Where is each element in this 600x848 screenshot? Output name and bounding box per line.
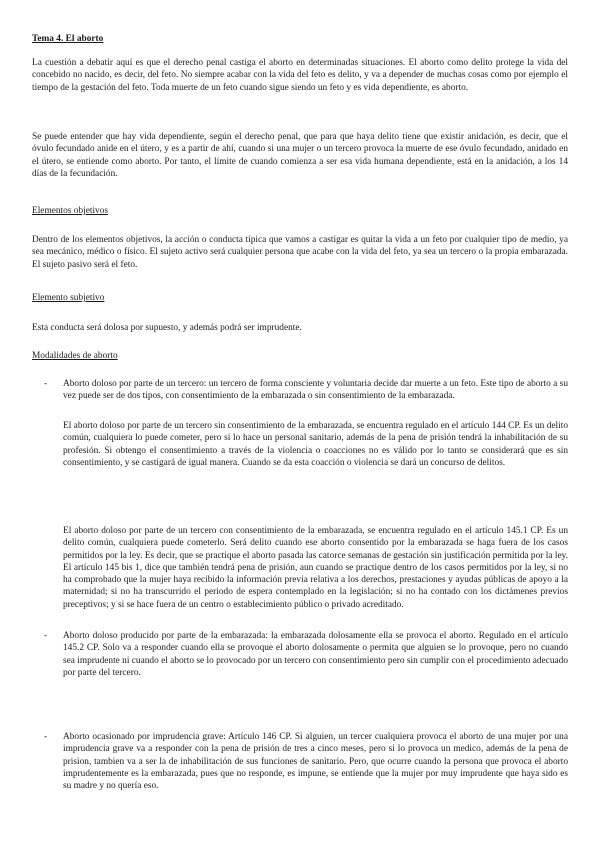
subjetivo-paragraph: Esta conducta será dolosa por supuesto, y además podrá ser imprudente. xyxy=(32,323,302,333)
modalidad-1-sin-consentimiento: El aborto doloso por parte de un tercero sin consentimiento de la embarazada, se encuentra regulado en el artículo 144 CP. Es un delito común, cualquiera lo puede cometer, pero si lo hace un personal sanitario, además de la pena de prisión tendrá la inhabilitación de su profesión. Si obtengo el consentimiento a través de la violencia o coacciones no es válido por lo tanto se considerará que es sin consentimiento, y se castigará de igual manera. Cuando se da esta coacción o violencia se dará un concurso de delitos. xyxy=(63,421,568,468)
intro-paragraph-2: Se puede entender que hay vida dependiente, según el derecho penal, que para que haya delito tiene que existir anidación, es decir, que el óvulo fecundado anide en el útero, y es a partir de ahí, cuando si una mujer o un tercero provoca la muerte de ese óvulo fecundado, anidado en el útero, se entiende como aborto. Por tanto, el límite de cuando comienza a ser esa vida humana dependiente, está en la anidación, a los 14 días de la fecundación. xyxy=(32,132,568,179)
modalidad-3-paragraph: Aborto ocasionado por imprudencia grave: Artículo 146 CP. Si alguien, un tercer cualquiera provoca el aborto de una mujer por una imprudencia grave va a responder con la pena de prisión de tres a cinco meses, pero si lo provoca un medico, además de la pena de prision, tambien va a ser la de inhabilitación de sus funciones de sanitario. Pero, que ocurre cuando la persona que provoca el aborto imprudentemente es la embarazada, pues que no responde, es impune, se entiende que la mujer por muy imprudente que haya sido es su madre y no quería eso. xyxy=(63,732,568,792)
modalidad-2-paragraph: Aborto doloso producido por parte de la embarazada: la embarazada dolosamente ella se provoca el aborto. Regulado en el artículo 145.2 CP. Solo va a responder cuando ella se provoque el aborto dolosamente o permita que alguien se lo provoque, pero no cuando sea imprudente ni cuando el aborto se lo provocado por un tercero con consentimiento pero sin cumplir con el procedimiento adecuado por parte del tercero. xyxy=(63,631,568,678)
objetivos-paragraph: Dentro de los elementos objetivos, la acción o conducta típica que vamos a castigar es quitar la vida a un feto por cualquier tipo de medio, ya sea mecánico, médico o físico. El sujeto activo será cualquier persona que acabe con la vida del feto, ya sea un tercero o la propia embarazada. El sujeto pasivo será el feto. xyxy=(32,235,568,270)
section-heading-subjetivo: Elemento subjetivo xyxy=(32,293,105,303)
list-bullet: - xyxy=(44,379,48,389)
modalidad-1-intro: Aborto doloso por parte de un tercero: un tercero de forma consciente y voluntaria decide dar muerte a un feto. Este tipo de aborto a su vez puede ser de dos tipos, con consentimiento de la embarazada o sin consentimiento de la embarazada. xyxy=(63,379,568,402)
list-bullet: - xyxy=(44,631,48,641)
list-bullet: - xyxy=(44,732,48,742)
section-heading-modalidades: Modalidades de aborto xyxy=(32,351,118,361)
section-heading-objetivos: Elementos objetivos xyxy=(32,206,109,216)
intro-paragraph-1: La cuestión a debatir aquí es que el derecho penal castiga el aborto en determinadas situaciones. El aborto como delito protege la vida del concebido no nacido, es decir, del feto. No siempre acabar con la vida del feto es delito, y va a depender de muchas cosas como por ejemplo el tiempo de la gestación del feto. Toda muerte de un feto cuando sigue siendo un feto y es vida dependiente, es aborto. xyxy=(32,58,568,93)
document-title: Tema 4. El aborto xyxy=(32,34,104,44)
modalidad-1-con-consentimiento: El aborto doloso por parte de un tercero con consentimiento de la embarazada, se encuentra regulado en el artículo 145.1 CP. Es un delito común, cualquiera puede cometerlo. Será delito cuando ese aborto consentido por la embarazada se haga fuera de los casos permitidos por la ley. Es decir, que se practique el aborto pasada las catorce semanas de gestación sin justificación permitida por la ley. El artículo 145 bis 1, dice que también tendrá pena de prisión, aun cuando se practique dentro de los casos permitidos por la ley, si no ha comprobado que la mujer haya recibido la información previa relativa a los derechos, prestaciones y ayudas públicas de apoyo a la maternidad; si no ha transcurrido el periodo de espera contemplado en la legislación; si no ha contado con los dictámenes previos preceptivos; y si se hace fuera de un centro o establecimiento público o privado acreditado. xyxy=(63,526,568,610)
